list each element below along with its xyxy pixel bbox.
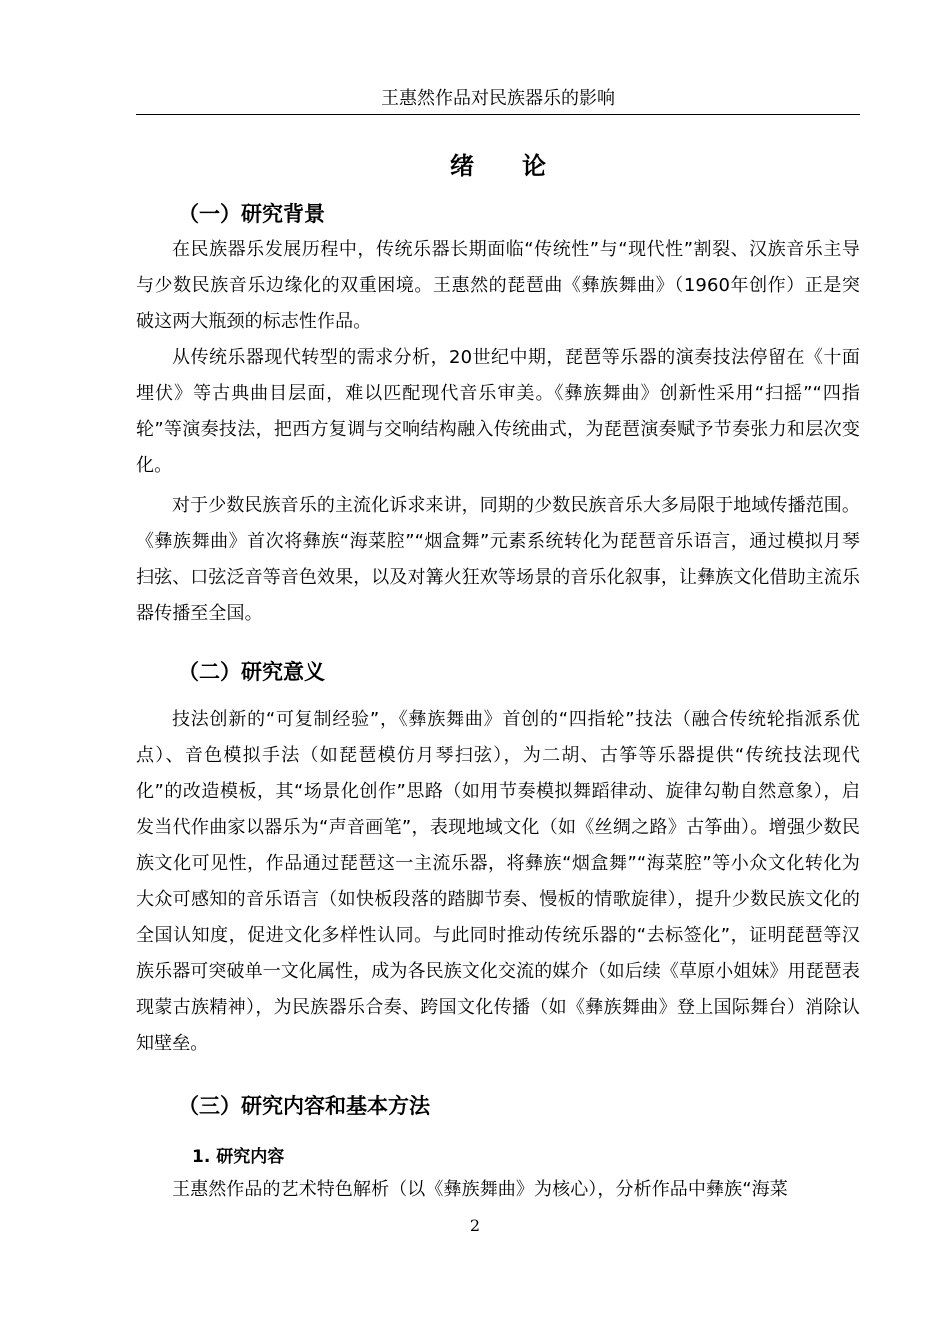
page-number: 2 — [469, 1216, 481, 1235]
paragraph-significance: 技法创新的“可复制经验”，《彝族舞曲》首创的“四指轮”技法（融合传统轮指派系优点）、音色模拟手法（如琵琶模仿月琴扫弦），为二胡、古筝等乐器提供“传统技法现代化”的改造模板，其“场景化创作”思路（如用节奏模拟舞蹈律动、旋律勾勒自然意象），启发当代作曲家以器乐为“声音画笔”，表现地域文化（如《丝绸之路》古筝曲）。增强少数民族文化可见性，作品通过琵琶这一主流乐器，将彝族“烟盒舞”“海菜腔”等小众文化转化为大众可感知的音乐语言（如快板段落的踏脚节奏、慢板的情歌旋律），提升少数民族文化的全国认知度，促进文化多样性认同。与此同时推动传统乐器的“去标签化”，证明琵琶等汉族乐器可突破单一文化属性，成为各民族文化交流的媒介（如后续《草原小姐妹》用琵琶表现蒙古族精神），为民族器乐合奏、跨国文化传播（如《彝族舞曲》登上国际舞台）消除认知壁垒。 — [136, 709, 860, 1054]
section-heading-background: （一）研究背景 — [178, 202, 325, 226]
chapter-title: 绪论 — [450, 152, 594, 180]
subsection-heading-content: 1. 研究内容 — [192, 1147, 285, 1167]
paragraph-background-1: 在民族器乐发展历程中，传统乐器长期面临“传统性”与“现代性”割裂、汉族音乐主导与少数民族音乐边缘化的双重困境。王惠然的琵琶曲《彝族舞曲》（1960年创作）正是突破这两大瓶颈的标志性作品。 — [136, 239, 860, 332]
header-divider — [136, 114, 860, 115]
paragraph-content: 王惠然作品的艺术特色解析（以《彝族舞曲》为核心），分析作品中彝族“海菜 — [172, 1179, 788, 1200]
section-heading-content-methods: （三）研究内容和基本方法 — [178, 1094, 430, 1118]
section-heading-significance: （二）研究意义 — [178, 660, 325, 684]
running-header: 王惠然作品对民族器乐的影响 — [381, 88, 615, 109]
paragraph-background-3: 对于少数民族音乐的主流化诉求来讲，同期的少数民族音乐大多局限于地域传播范围。《彝族舞曲》首次将彝族“海菜腔”“烟盒舞”元素系统转化为琵琶音乐语言，通过模拟月琴扫弦、口弦泛音等音色效果，以及对篝火狂欢等场景的音乐化叙事，让彝族文化借助主流乐器传播至全国。 — [136, 495, 860, 624]
paragraph-background-2: 从传统乐器现代转型的需求分析，20世纪中期，琵琶等乐器的演奏技法停留在《十面埋伏》等古典曲目层面，难以匹配现代音乐审美。《彝族舞曲》创新性采用“扫摇”“四指轮”等演奏技法，把西方复调与交响结构融入传统曲式，为琵琶演奏赋予节奏张力和层次变化。 — [136, 347, 860, 476]
